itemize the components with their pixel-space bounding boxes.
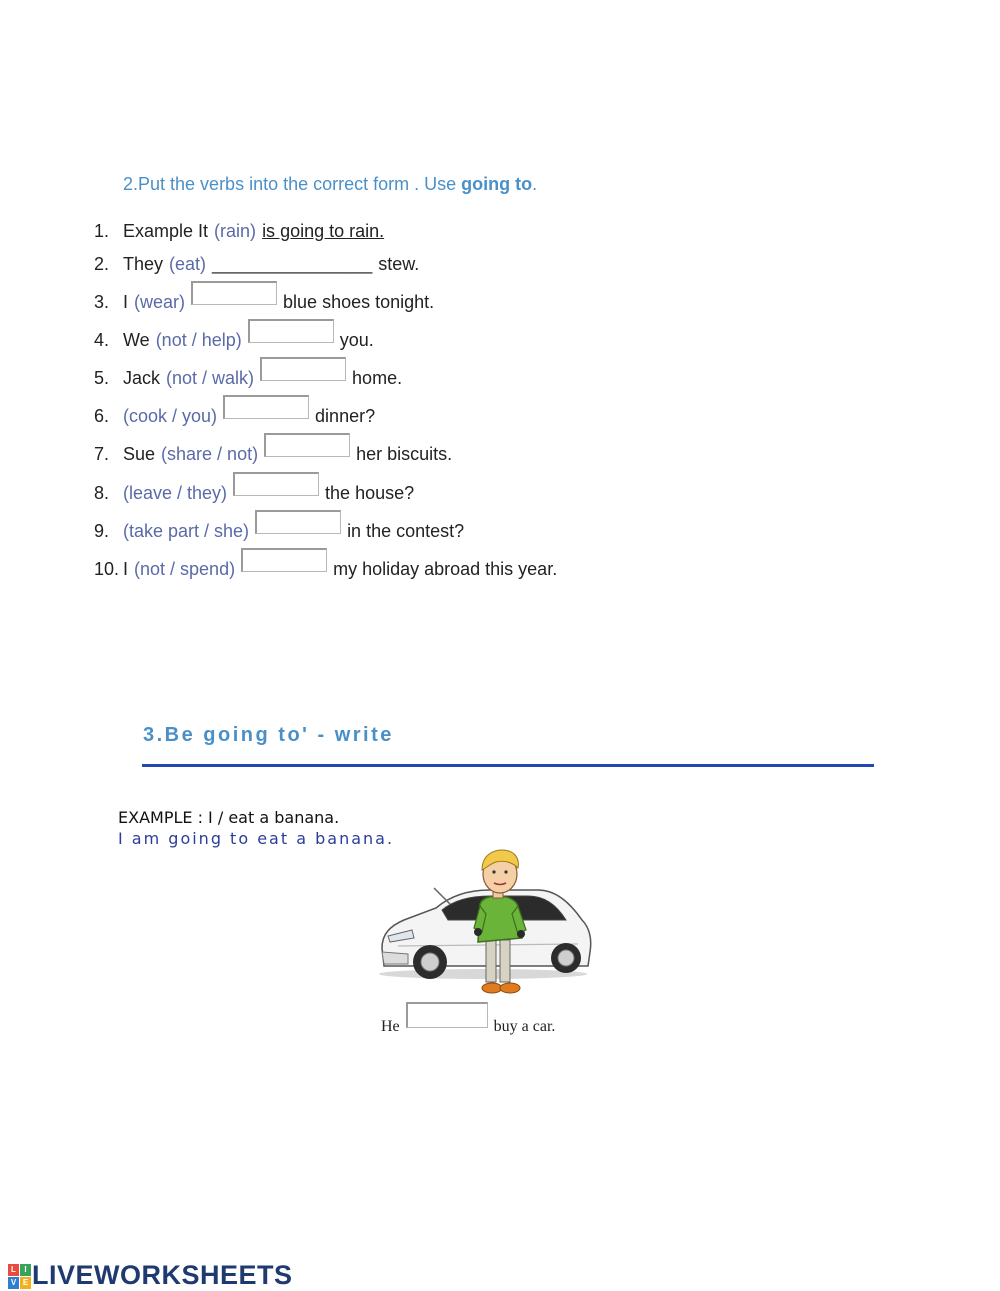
answer-input[interactable] bbox=[191, 281, 277, 305]
boy-with-car-illustration bbox=[378, 848, 600, 1000]
item-text-after: blue shoes tonight. bbox=[283, 292, 435, 312]
exercise-item-10 bbox=[94, 550, 557, 580]
item-text-after: my holiday abroad this year. bbox=[333, 559, 558, 579]
verb-hint: (eat) bbox=[169, 254, 207, 274]
example-answer: I am going to eat a banana. bbox=[118, 829, 395, 848]
exercise-item-5 bbox=[94, 359, 402, 389]
item-text-after: dinner? bbox=[315, 406, 376, 426]
sentence-rest: buy a car. bbox=[493, 1018, 556, 1035]
sentence-subject: He bbox=[381, 1018, 400, 1035]
item-number: 6. bbox=[94, 406, 110, 426]
verb-hint: (rain) bbox=[214, 221, 257, 241]
item-text: Sue bbox=[123, 444, 156, 464]
verb-hint: (share / not) bbox=[161, 444, 259, 464]
verb-hint: (cook / you) bbox=[123, 406, 218, 426]
verb-hint: (wear) bbox=[134, 292, 186, 312]
item-text: Example It bbox=[123, 221, 209, 241]
item-number: 8. bbox=[94, 483, 110, 503]
answer-input[interactable] bbox=[248, 319, 334, 343]
item-number: 10. bbox=[94, 559, 120, 579]
logo-icon-cell: I bbox=[20, 1264, 31, 1276]
logo-icon-cell: E bbox=[20, 1277, 31, 1289]
logo-icon-cell: L bbox=[8, 1264, 19, 1276]
verb-hint: (not / walk) bbox=[166, 368, 255, 388]
instruction-text: 2.Put the verbs into the correct form . Use bbox=[123, 174, 462, 194]
answer-input[interactable] bbox=[241, 548, 327, 572]
instruction-suffix: . bbox=[532, 174, 538, 194]
item-number: 9. bbox=[94, 521, 110, 541]
verb-hint: (not / help) bbox=[155, 330, 242, 350]
item-text-after: stew. bbox=[378, 254, 420, 274]
blank-line: ________________ bbox=[212, 254, 373, 274]
logo-text: LIVEWORKSHEETS bbox=[32, 1260, 293, 1290]
exercise-item-9 bbox=[94, 512, 464, 542]
liveworksheets-logo[interactable] bbox=[8, 1260, 293, 1291]
item-text: I bbox=[123, 559, 129, 579]
example-answer: is going to rain. bbox=[262, 221, 385, 241]
exercise-item-7 bbox=[94, 435, 452, 465]
item-number: 1. bbox=[94, 221, 110, 241]
answer-input[interactable] bbox=[233, 472, 319, 496]
item-number: 2. bbox=[94, 254, 110, 274]
item-text-after: you. bbox=[339, 330, 374, 350]
exercise-3-title: 3.Be going to' - write bbox=[143, 724, 394, 746]
verb-hint: (take part / she) bbox=[123, 521, 250, 541]
item-text-after: the house? bbox=[325, 483, 415, 503]
item-text: Jack bbox=[123, 368, 161, 388]
answer-input[interactable] bbox=[264, 433, 350, 457]
example-prompt: EXAMPLE : I / eat a banana. bbox=[118, 808, 340, 827]
item-text: We bbox=[123, 330, 150, 350]
answer-input[interactable] bbox=[260, 357, 346, 381]
title-divider bbox=[142, 764, 874, 767]
answer-input[interactable] bbox=[223, 395, 309, 419]
item-number: 5. bbox=[94, 368, 110, 388]
item-number: 7. bbox=[94, 444, 110, 464]
logo-icon-cell: V bbox=[8, 1277, 19, 1289]
item-text-after: her biscuits. bbox=[356, 444, 453, 464]
exercise-item-3 bbox=[94, 283, 434, 313]
exercise-item-1 bbox=[94, 212, 384, 242]
exercise-item-2 bbox=[94, 245, 419, 275]
exercise-item-6 bbox=[94, 397, 375, 427]
item-text-after: home. bbox=[352, 368, 403, 388]
car-sentence bbox=[381, 1006, 555, 1036]
item-number: 4. bbox=[94, 330, 110, 350]
answer-input[interactable] bbox=[255, 510, 341, 534]
exercise-item-4 bbox=[94, 321, 374, 351]
exercise-item-8 bbox=[94, 474, 414, 504]
answer-input[interactable] bbox=[406, 1002, 488, 1028]
verb-hint: (leave / they) bbox=[123, 483, 228, 503]
logo-icon bbox=[8, 1264, 30, 1288]
item-text: I bbox=[123, 292, 129, 312]
item-text-after: in the contest? bbox=[347, 521, 465, 541]
instruction-bold: going to bbox=[461, 174, 533, 194]
exercise-2-instruction bbox=[123, 174, 537, 195]
verb-hint: (not / spend) bbox=[134, 559, 236, 579]
item-number: 3. bbox=[94, 292, 110, 312]
item-text: They bbox=[123, 254, 164, 274]
